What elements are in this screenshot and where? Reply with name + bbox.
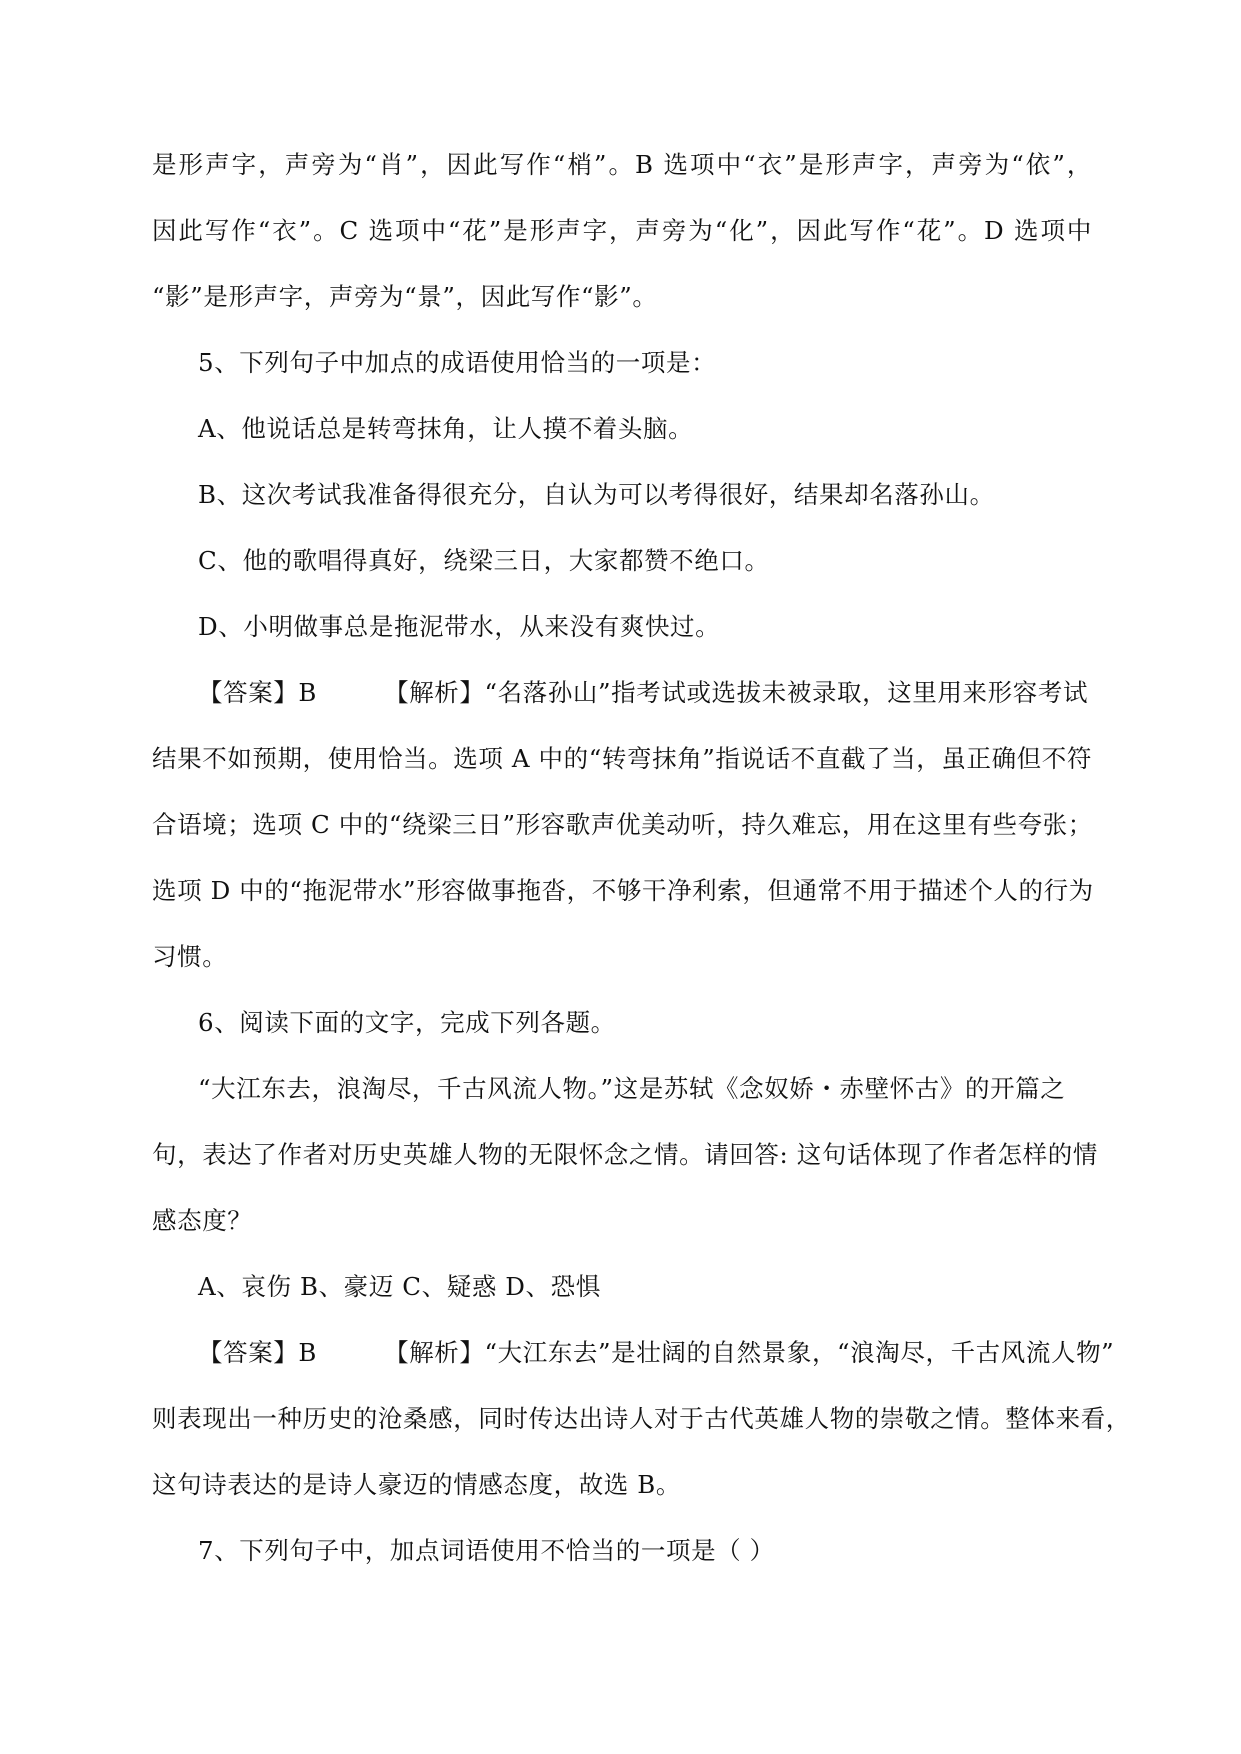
q5-analysis-line: 习惯。	[152, 942, 228, 971]
q6-analysis-line: 则表现出一种历史的沧桑感，同时传达出诗人对于古代英雄人物的崇敬之情。整体来看，	[152, 1404, 1131, 1433]
q7-stem: 7、下列句子中，加点词语使用不恰当的一项是（ ）	[198, 1536, 775, 1565]
q5-stem: 5、下列句子中加点的成语使用恰当的一项是：	[198, 348, 717, 377]
page-content	[152, 132, 1131, 1584]
q6-answer-line: 【答案】B 【解析】“大江东去”是壮阔的自然景象，“浪淘尽，千古风流人物”	[198, 1338, 1115, 1367]
q4-explanation-line: 是形声字，声旁为“肖”，因此写作“梢”。B 选项中“衣”是形声字，声旁为“依”，	[152, 150, 1092, 179]
q5-option-d: D、小明做事总是拖泥带水，从来没有爽快过。	[198, 612, 721, 641]
q6-analysis-line: 这句诗表达的是诗人豪迈的情感态度，故选 B。	[152, 1470, 681, 1499]
q6-stem: 6、阅读下面的文字，完成下列各题。	[198, 1008, 616, 1037]
q6-passage-line: 句，表达了作者对历史英雄人物的无限怀念之情。请回答: 这句话体现了作者怎样的情	[152, 1140, 1098, 1169]
q5-option-b: B、这次考试我准备得很充分，自认为可以考得很好，结果却名落孙山。	[198, 480, 995, 509]
q4-explanation-line: “影”是形声字，声旁为“景”，因此写作“影”。	[152, 282, 658, 311]
q6-passage-line: 感态度？	[152, 1206, 253, 1235]
q5-analysis-line: 结果不如预期，使用恰当。选项 A 中的“转弯抹角”指说话不直截了当，虽正确但不符	[152, 744, 1092, 773]
q5-option-a: A、他说话总是转弯抹角，让人摸不着头脑。	[198, 414, 694, 443]
q4-explanation-line: 因此写作“衣”。C 选项中“花”是形声字，声旁为“化”，因此写作“花”。D 选项中	[152, 216, 1092, 245]
q5-analysis-line: 合语境；选项 C 中的“绕梁三日”形容歌声优美动听，持久难忘，用在这里有些夸张；	[152, 810, 1093, 839]
q6-passage-line: “大江东去，浪淘尽，千古风流人物。”这是苏轼《念奴娇・赤壁怀古》的开篇之	[198, 1074, 1066, 1103]
q6-options: A、哀伤 B、豪迈 C、疑惑 D、恐惧	[198, 1272, 601, 1301]
q5-analysis-line: 选项 D 中的“拖泥带水”形容做事拖沓，不够干净利索，但通常不用于描述个人的行为	[152, 876, 1094, 905]
q5-option-c: C、他的歌唱得真好，绕梁三日，大家都赞不绝口。	[198, 546, 770, 575]
q5-answer-line: 【答案】B 【解析】“名落孙山”指考试或选拔未被录取，这里用来形容考试	[198, 678, 1089, 707]
